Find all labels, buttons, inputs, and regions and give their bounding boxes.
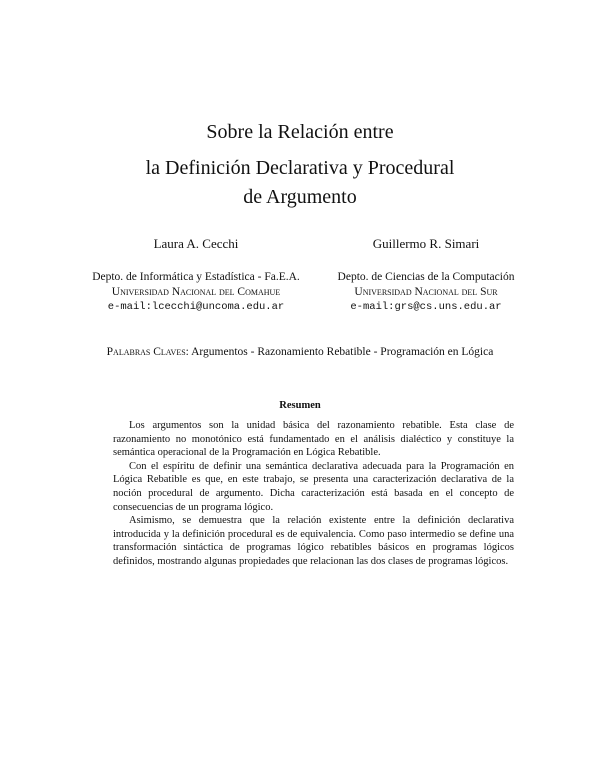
abstract-paragraph: Asimismo, se demuestra que la relación existente entre la definición declarativa introducida y la definición procedural es de equivalencia. Como paso intermedio se define una transformación sintáctica de programas lógico rebatibles básicos en programas lógicos definidos, mostrando algunas propiedades que relacionan las dos clases de programas lógicos.	[113, 515, 514, 567]
abstract-paragraph: Los argumentos son la unidad básica del razonamiento rebatible. Esta clase de razonamiento no monotónico está fundamentado en el análisis dialéctico y constituye la semántica operacional de la Programación en Lógica Rebatible.	[113, 420, 514, 459]
title-line-1: Sobre la Relación entre	[206, 121, 394, 143]
author-university: Universidad Nacional del Comahue	[111, 286, 281, 298]
author-department: Depto. de Ciencias de la Computación	[337, 271, 515, 283]
author-name: Laura A. Cecchi	[153, 236, 239, 251]
author-name: Guillermo R. Simari	[372, 236, 480, 251]
author-block-cecchi	[66, 236, 326, 315]
author-email: e-mail:grs@cs.uns.edu.ar	[350, 301, 502, 313]
abstract-heading: Resumen	[279, 400, 321, 411]
author-department: Depto. de Informática y Estadística - Fa.E.A.	[92, 271, 300, 283]
keywords-line	[0, 344, 600, 360]
author-block-simari	[322, 236, 530, 315]
keywords-text: Argumentos - Razonamiento Rebatible - Programación en Lógica	[191, 346, 494, 358]
title-line-3: de Argumento	[243, 186, 357, 208]
author-university: Universidad Nacional del Sur	[354, 286, 498, 298]
title-line-2: la Definición Declarativa y Procedural	[145, 157, 455, 179]
abstract-body	[113, 419, 514, 569]
keywords-label: Palabras Claves:	[106, 346, 189, 358]
author-email: e-mail:lcecchi@uncoma.edu.ar	[107, 301, 285, 313]
abstract-paragraph: Con el espíritu de definir una semántica declarativa adecuada para la Programación en Lógica Rebatible es que, en este trabajo, se presenta una caracterización declarativa de la noción procedural de argumento. Dicha caracterización está basada en el concepto de consecuencias de un programa lógico.	[113, 460, 514, 513]
